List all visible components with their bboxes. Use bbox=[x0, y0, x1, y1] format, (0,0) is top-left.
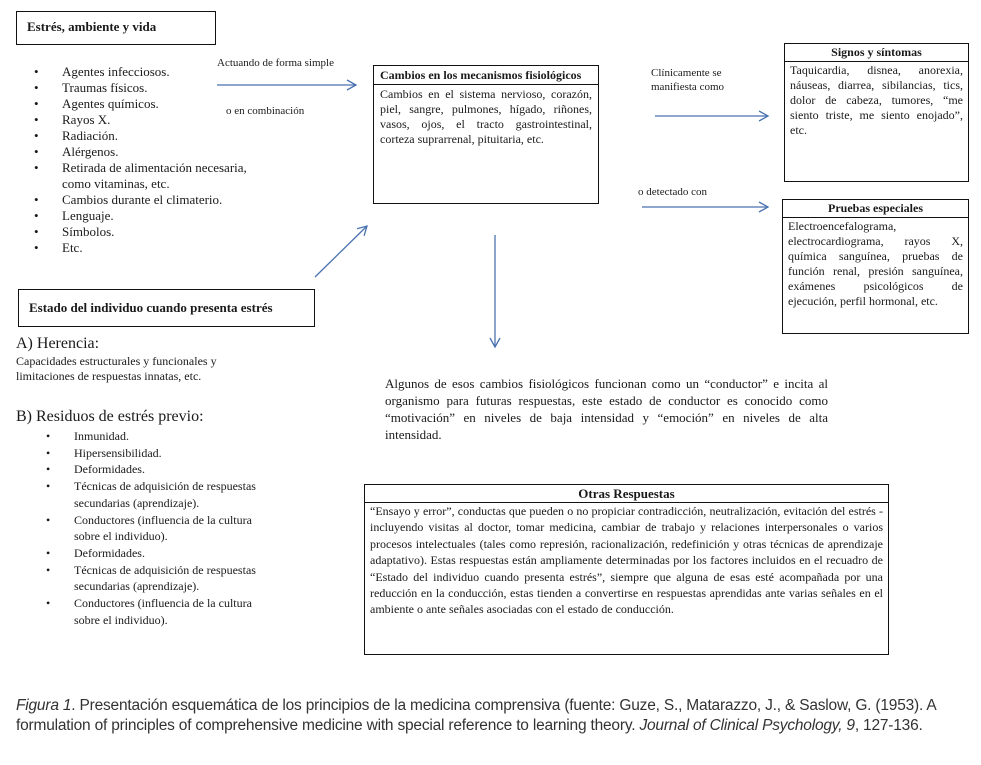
list-item: • Rayos X. bbox=[34, 112, 254, 128]
signs-symptoms-title: Signos y síntomas bbox=[785, 44, 968, 62]
other-responses-title: Otras Respuestas bbox=[365, 485, 888, 503]
list-item: • Lenguaje. bbox=[34, 208, 254, 224]
list-item: • Deformidades. bbox=[46, 461, 276, 478]
list-item: • Alérgenos. bbox=[34, 144, 254, 160]
physiological-changes-title: Cambios en los mecanismos fisiológicos bbox=[374, 66, 598, 85]
stress-box-title: Estrés, ambiente y vida bbox=[27, 19, 157, 34]
stress-environment-box bbox=[16, 11, 216, 45]
stress-agents-list bbox=[34, 64, 254, 256]
label-detected-with: o detectado con bbox=[638, 186, 708, 198]
list-item: • Conductores (influencia de la cultura sobre el individuo). bbox=[46, 595, 276, 628]
list-item: • Etc. bbox=[34, 240, 254, 256]
special-tests-box bbox=[782, 199, 969, 334]
list-item: • Agentes infecciosos. bbox=[34, 64, 254, 80]
label-in-combination: o en combinación bbox=[226, 105, 305, 117]
list-item: • Conductores (influencia de la cultura sobre el individuo). bbox=[46, 512, 276, 545]
list-item: • Inmunidad. bbox=[46, 428, 276, 445]
conductor-paragraph: Algunos de esos cambios fisiológicos funcionan como un “conductor” e incita al organismo para futuras respuestas, este estado de conductor es conocido como “motivación” en niveles de baja intensidad y “emoción” en niveles de alta intensidad. bbox=[385, 376, 828, 442]
list-item: • Retirada de alimentación necesaria, como vitaminas, etc. bbox=[34, 160, 254, 192]
label-acting-simple: Actuando de forma simple bbox=[217, 57, 334, 69]
list-item: • Técnicas de adquisición de respuestas secundarias (aprendizaje). bbox=[46, 562, 276, 595]
list-item: • Cambios durante el climaterio. bbox=[34, 192, 254, 208]
residues-list bbox=[46, 428, 276, 628]
list-item: • Técnicas de adquisición de respuestas secundarias (aprendizaje). bbox=[46, 478, 276, 511]
caption-text-2: , 127-136. bbox=[854, 717, 923, 734]
other-responses-body: “Ensayo y error”, conductas que pueden o no propiciar contradicción, neutralización, evitación del estrés -incluyendo visitas al doctor, tomar medicina, cambiar de trabajo y relaciones interpersonales o varios procesos intelectuales (tales como represión, racionalización, redefinición y otras técnicas de aprendizaje adaptativo). Estas respuestas están ampliamente determinadas por los factores incluidos en el recuadro de “Estado del individuo cuando presenta estrés”, siempre que alguna de esas esté acompañada por una reducción en la conducción, estas tienden a convertirse en respuestas aprendidas ante varias señales en el ambiente o ante señales asociadas con el estado de conducción. bbox=[370, 504, 883, 617]
heredity-heading: A) Herencia: bbox=[16, 335, 100, 352]
list-item: • Hipersensibilidad. bbox=[46, 445, 276, 462]
caption-journal: Journal of Clinical Psychology, 9 bbox=[639, 717, 855, 734]
figure-label: Figura 1 bbox=[16, 697, 72, 714]
special-tests-body: Electroencefalograma, electrocardiograma, rayos X, química sanguínea, pruebas de función renal, presión sanguínea, exámenes psicológicos de ejecución, perfil hormonal, etc. bbox=[788, 219, 963, 308]
special-tests-title: Pruebas especiales bbox=[783, 200, 968, 218]
list-item: • Radiación. bbox=[34, 128, 254, 144]
list-item: • Deformidades. bbox=[46, 545, 276, 562]
other-responses-box bbox=[364, 484, 889, 655]
physiological-changes-box bbox=[373, 65, 599, 204]
individual-state-box bbox=[18, 289, 315, 327]
caption-text-1: . Presentación esquemática de los principios de la medicina comprensiva (fuente: Guze, S., Matarazzo, J., & Saslow, G. (1953). A formulation of principles of comprehensive medicine with special reference to learning theory. bbox=[16, 697, 936, 734]
residues-heading: B) Residuos de estrés previo: bbox=[16, 408, 204, 425]
label-clinically-manifests: Clínicamente se manifiesta como bbox=[651, 67, 725, 93]
physiological-changes-body: Cambios en el sistema nervioso, corazón, piel, sangre, pulmones, hígado, riñones, vasos, ojos, el tracto gastrointestinal, corteza suprarrenal, pituitaria, etc. bbox=[380, 87, 592, 146]
list-item: • Símbolos. bbox=[34, 224, 254, 240]
heredity-text: Capacidades estructurales y funcionales y limitaciones de respuestas innatas, etc. bbox=[16, 354, 217, 383]
individual-state-title: Estado del individuo cuando presenta estrés bbox=[29, 300, 273, 315]
figure-caption bbox=[16, 696, 978, 736]
arrow-individual-to-mechanisms bbox=[315, 226, 367, 277]
list-item: • Agentes químicos. bbox=[34, 96, 254, 112]
signs-symptoms-box bbox=[784, 43, 969, 182]
list-item: • Traumas físicos. bbox=[34, 80, 254, 96]
signs-symptoms-body: Taquicardia, disnea, anorexia, náuseas, diarrea, sibilancias, tics, dolor de cabeza, tumores, “me siento triste, me siento enojado”, etc. bbox=[790, 63, 963, 137]
